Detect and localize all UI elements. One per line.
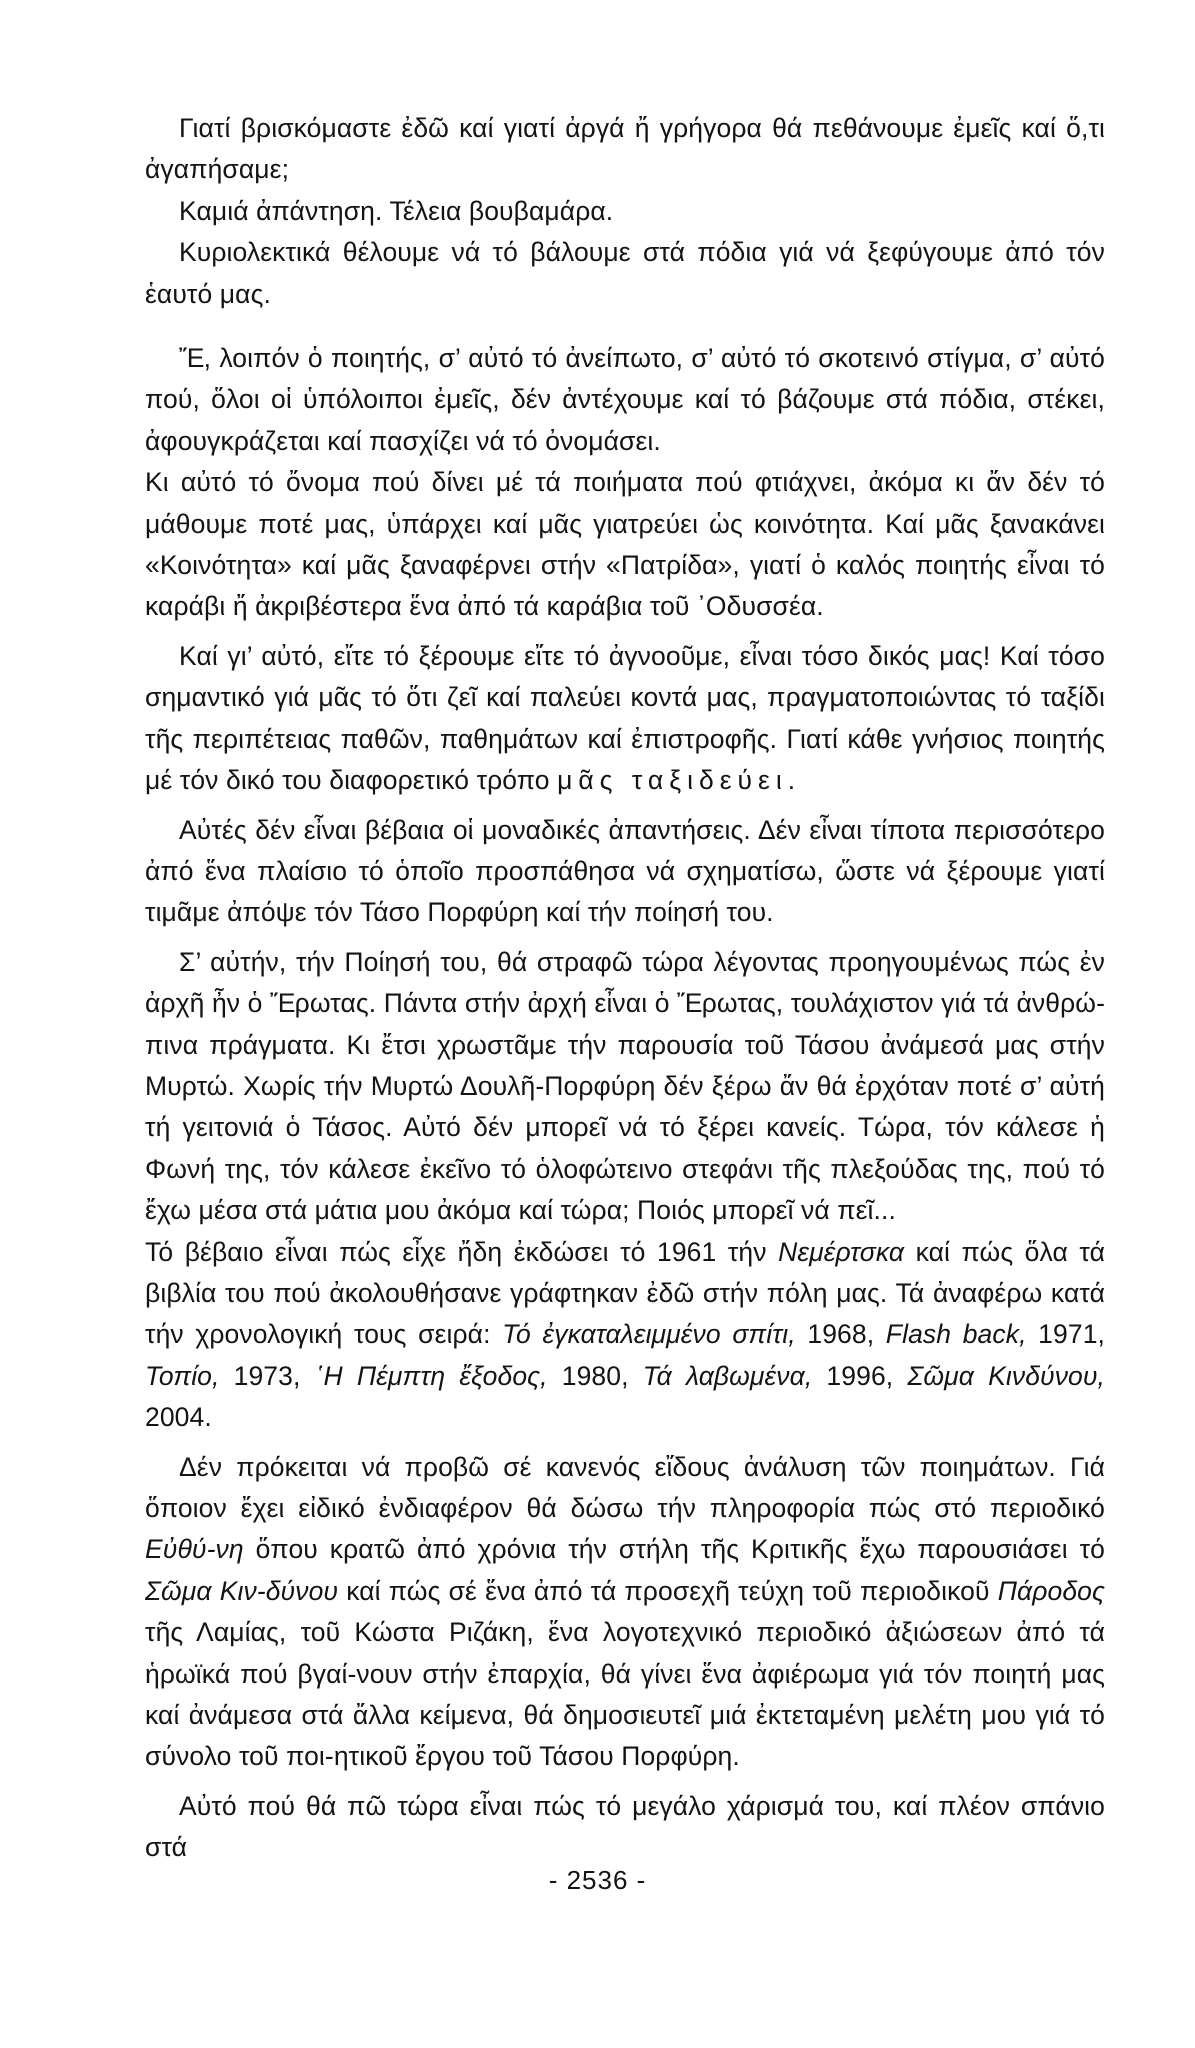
book-title-topio: Τοπίο, bbox=[145, 1360, 220, 1391]
paragraph-10 bbox=[145, 1447, 1105, 1778]
p9-year-1968: 1968, bbox=[795, 1319, 886, 1350]
p10-text-e: καί πώς σέ ἕνα ἀπό τά προσεχῆ τεύχη τοῦ περιοδικοῦ bbox=[338, 1575, 998, 1606]
p9-year-2004: 2004. bbox=[145, 1402, 212, 1433]
paragraph-7: Αὐτές δέν εἶναι βέβαια οἱ μοναδικές ἀπαντήσεις. Δέν εἶναι τίποτα περισσότερο ἀπό ἕνα πλαίσιο τό ὁποῖο προσπάθησα νά σχηματίσω, ὥστε νά ξέρουμε γιατί τιμᾶμε ἀπόψε τόν Τάσο Πορφύρη καί τήν ποίησή του. bbox=[145, 814, 1105, 928]
p9-year-1973: 1973, bbox=[219, 1360, 315, 1391]
paragraph-4: Ἔ, λοιπόν ὁ ποιητής, σ’ αὐτό τό ἀνείπωτο, σ’ αὐτό τό σκοτεινό στίγμα, σ’ αὐτό πού, ὅλοι οἱ ὑπόλοιποι ἐμεῖς, δέν ἀντέχουμε καί τό βάζουμε στά πόδια, στέκει, ἀφουγκράζεται καί πασχίζει νά τό ὀνομάσει. bbox=[145, 343, 1105, 456]
p9-year-1996: 1996, bbox=[812, 1360, 908, 1391]
p10-text-g: τῆς Λαμίας, τοῦ Κώστα Ριζάκη, ἕνα λογοτεχνικό περιοδικό ἀξιώσεων ἀπό τά ἡρωϊκά πού βγαί-νουν στήν ἐπαρχία, θά γίνει ἕνα ἀφιέρωμα γιά τόν ποιητή μας καί ἀνάμεσα στά ἄλλα κείμενα, θά δημοσιευτεῖ μιά ἐκτεταμένη μελέτη μου γιά τό σύνολο τοῦ ποι-ητικοῦ ἔργου τοῦ Τάσου Πορφύρη. bbox=[145, 1617, 1105, 1772]
paragraph-8: Σ’ αὐτήν, τήν Ποίησή του, θά στραφῶ τώρα λέγοντας προηγουμένως πώς ἐν ἀρχῆ ἦν ὁ Ἔρωτας. Πάντα στήν ἀρχή εἶναι ὁ Ἔρωτας, τουλάχιστον γιά τά ἀνθρώ-πινα πράγματα. Κι ἔτσι χρωστᾶμε τήν παρουσία τοῦ Τάσου ἀνάμεσά μας στήν Μυρτώ. Χωρίς τήν Μυρτώ Δουλῆ-Πορφύρη δέν ξέρω ἄν θά ἐρχόταν ποτέ σ’ αὐτή τή γειτονιά ὁ Τάσος. Αὐτό δέν μπορεῖ νά τό ξέρει κανείς. Τώρα, τόν κάλεσε ἡ Φωνή της, τόν κάλεσε ἐκεῖνο τό ὁλοφώτεινο στεφάνι τῆς πλεξούδας της, πού τό ἔχω μέσα στά μάτια μου ἀκόμα καί τώρα; Ποιός μπορεῖ νά πεῖ... bbox=[145, 946, 1105, 1226]
paragraph-11: Αὐτό πού θά πῶ τώρα εἶναι πώς τό μεγάλο χάρισμά του, καί πλέον σπάνιο στά bbox=[145, 1790, 1105, 1863]
book-title-soma-kindynou-2: Σῶμα Κιν-δύνου bbox=[145, 1575, 339, 1606]
paragraph-1: Γιατί βρισκόμαστε ἐδῶ καί γιατί ἀργά ἤ γρήγορα θά πεθάνουμε ἐμεῖς καί ὅ,τι ἀγαπήσαμε; bbox=[145, 113, 1105, 185]
p9-year-1980: 1980, bbox=[547, 1360, 643, 1391]
paragraph-6 bbox=[145, 636, 1105, 802]
book-title-egkataleimmeno-spiti: Τό ἐγκαταλειμμένο σπίτι, bbox=[502, 1319, 796, 1350]
book-title-soma-kindynou: Σῶμα Κινδύνου, bbox=[907, 1360, 1106, 1391]
book-title-pempti-exodos: ῾Η Πέμπτη ἔξοδος, bbox=[314, 1360, 548, 1391]
paragraph-3: Κυριολεκτικά θέλουμε νά τό βάλουμε στά πόδια γιά νά ξεφύγουμε ἀπό τόν ἑαυτό μας. bbox=[145, 237, 1105, 309]
journal-title-efthyni: Εὐθύ-νη bbox=[145, 1534, 244, 1565]
p10-text-c: ὅπου κρατῶ ἀπό χρόνια τήν στήλη τῆς Κριτικῆς ἔχω παρουσιάσει τό bbox=[243, 1534, 1105, 1565]
book-title-flash-back: Flash back, bbox=[885, 1319, 1027, 1350]
paragraph-9 bbox=[145, 1232, 1105, 1439]
journal-title-parodos: Πάροδος bbox=[997, 1575, 1106, 1606]
p9-text-a: Τό βέβαιο εἶναι πώς εἶχε ἤδη ἐκδώσει τό 1961 τήν bbox=[145, 1236, 779, 1267]
paragraph-5: Κι αὐτό τό ὄνομα πού δίνει μέ τά ποιήματα πού φτιάχνει, ἀκόμα κι ἄν δέν τό μάθουμε ποτέ μας, ὑπάρχει καί μᾶς γιατρεύει ὡς κοινότητα. Καί μᾶς ξανακάνει «Κοινότητα» καί μᾶς ξαναφέρνει στήν «Πατρίδα», γιατί ὁ καλός ποιητής εἶναι τό καράβι ἤ ἀκριβέστερα ἕνα ἀπό τά καράβια τοῦ ᾿Οδυσσέα. bbox=[145, 467, 1105, 622]
page-number: - 2536 - bbox=[548, 1865, 647, 1895]
p10-text-a: Δέν πρόκειται νά προβῶ σέ κανενός εἴδους ἀνάλυση τῶν ποιημάτων. Γιά ὅποιον ἔχει εἰδικό ἐνδιαφέρον θά δώσω τήν πληροφορία πώς στό περιοδικό bbox=[145, 1451, 1105, 1523]
p9-year-1971: 1971, bbox=[1026, 1319, 1105, 1350]
paragraph-6-spaced-text: μᾶς ταξιδεύει. bbox=[557, 765, 802, 796]
paragraph-2: Καμιά ἀπάντηση. Τέλεια βουβαμάρα. bbox=[179, 195, 614, 226]
paragraph-6-text: Καί γι’ αὐτό, εἴτε τό ξέρουμε εἴτε τό ἀγνοοῦμε, εἶναι τόσο δικός μας! Καί τόσο σημαντικό γιά μᾶς τό ὅτι ζεῖ καί παλεύει κοντά μας, πραγματοποιώντας τό ταξίδι τῆς περιπέτειας παθῶν, παθημάτων καί ἐπιστροφῆς. Γιατί κάθε γνήσιος ποιητής μέ τόν δικό του διαφορετικό τρόπο bbox=[145, 640, 1105, 796]
body-text bbox=[145, 108, 1105, 1869]
book-title-nemertska: Νεμέρτσκα bbox=[778, 1236, 905, 1267]
book-title-lavomena: Τά λαβωμένα, bbox=[642, 1360, 813, 1391]
p9-text-c: καί πώς ὅλα τά βιβλία του πού ἀκολουθήσανε γράφτηκαν ἐδῶ στήν πόλη μας. Τά ἀναφέρω κατά τήν χρονολογική τους σειρά: bbox=[145, 1236, 1105, 1350]
